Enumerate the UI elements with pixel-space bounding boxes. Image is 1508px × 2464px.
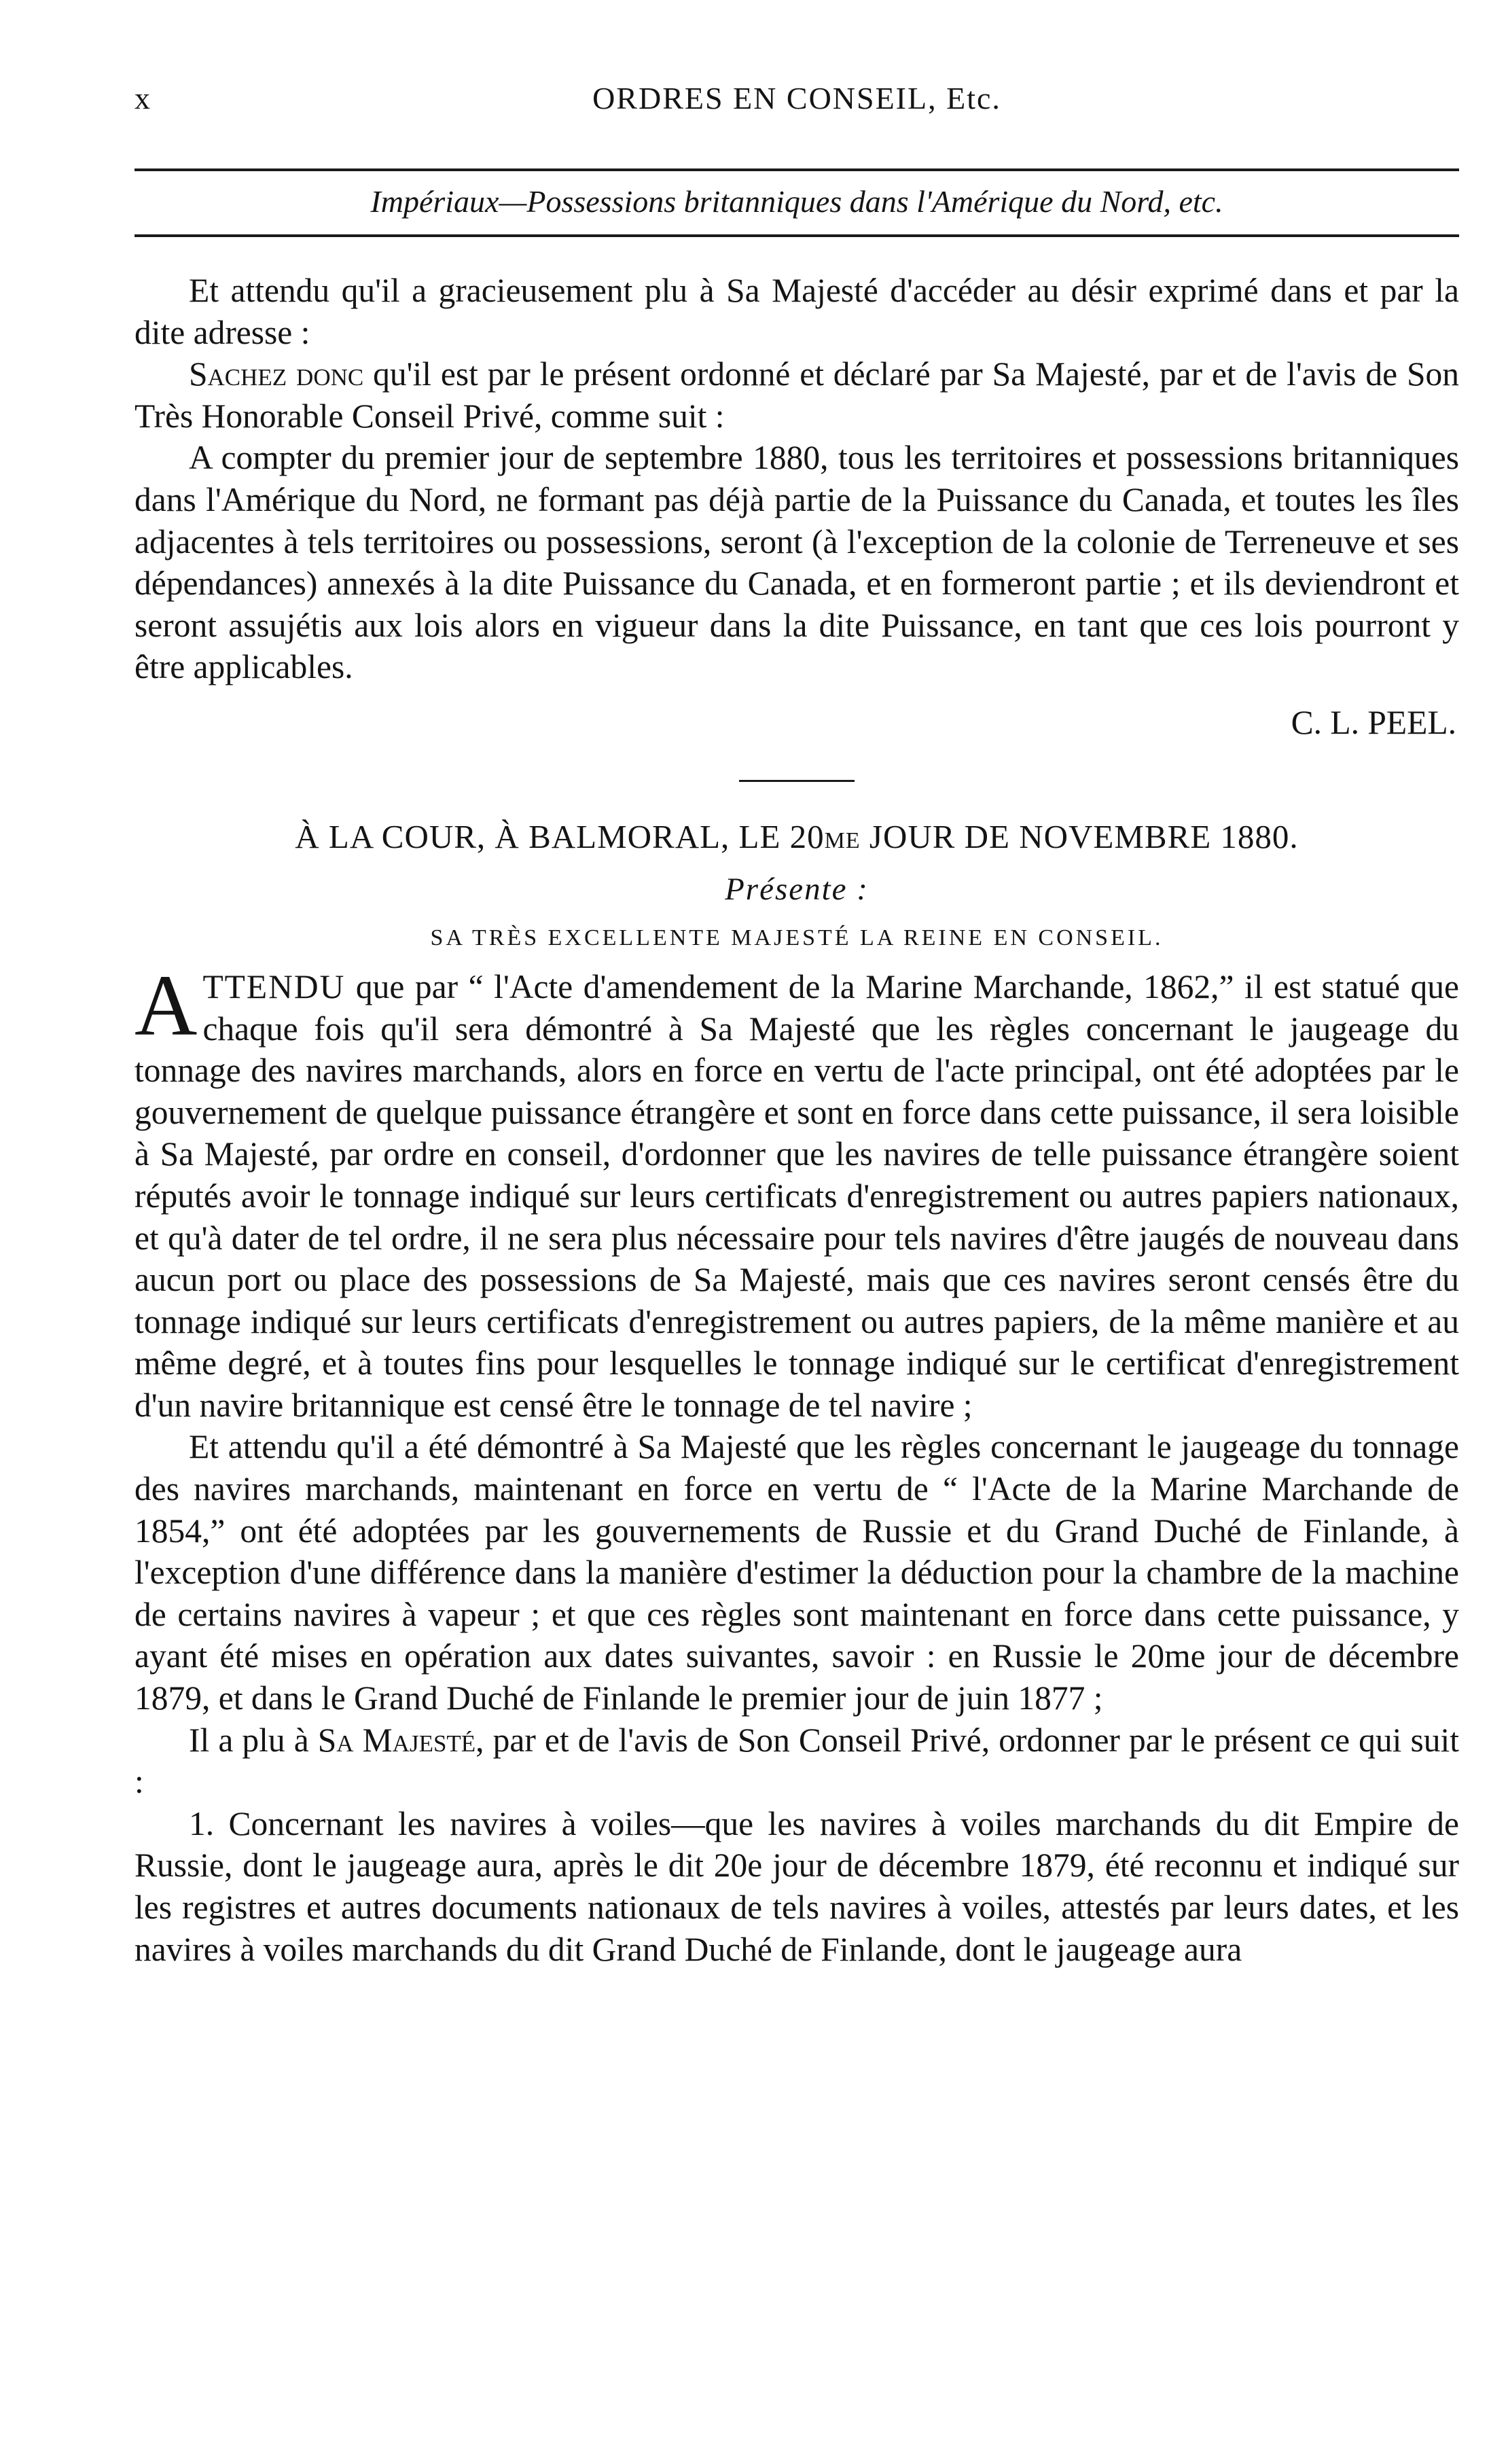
page-number: x bbox=[134, 81, 150, 115]
document-page bbox=[134, 0, 1459, 1970]
paragraph: Et attendu qu'il a été démontré à Sa Majesté que les règles concernant le jaugeage du tonnage des navires marchands, maintenant en force en vertu de “ l'Acte de la Marine Marchande de 1854,” ont été adoptées par les gouvernements de Russie et du Grand Duché de Finlande, à l'exception d'une différence dans la manière d'estimer la déduction pour la chambre de la machine de certains navires à vapeur ; et que ces règles sont maintenant en force dans cette puissance, y ayant été mises en opération aux dates suivantes, savoir : en Russie le 20me jour de décembre 1879, et dans le Grand Duché de Finlande le premier jour de juin 1877 ; bbox=[134, 1428, 1459, 1717]
section-separator bbox=[739, 780, 855, 782]
heading-text-end: JOUR DE NOVEMBRE 1880. bbox=[860, 817, 1299, 855]
order-text-continued bbox=[134, 270, 1459, 688]
heading-superscript: ME bbox=[824, 827, 861, 853]
paragraph bbox=[134, 1719, 1459, 1803]
subtitle-rule bbox=[134, 234, 1459, 237]
paragraph: 1. Concernant les navires à voiles—que les navires à voiles marchands du dit Empire de Russie, dont le jaugeage aura, après le dit 20e jour de décembre 1879, été reconnu et indiqué sur les registres et autres documents nationaux de tels navires à voiles, attestés par leurs dates, et les navires à voiles marchands du dit Grand Duché de Finlande, dont le jaugeage aura bbox=[134, 1804, 1459, 1968]
paragraph-text: , par et de l'avis de Son Conseil Privé, ordonner par le présent ce qui suit : bbox=[134, 1721, 1459, 1801]
running-title: ORDRES EN CONSEIL, Etc. bbox=[592, 81, 1001, 115]
section-subtitle: Impériaux—Possessions britanniques dans l'Amérique du Nord, etc. bbox=[370, 184, 1223, 219]
heading-text: À LA COUR, À BALMORAL, LE 20 bbox=[295, 817, 825, 855]
small-caps-text: Sa Majesté bbox=[317, 1721, 476, 1759]
paragraph-text: qu'il est par le présent ordonné et déclaré par Sa Majesté, par et de l'avis de Son Très Honorable Conseil Privé, comme suit : bbox=[134, 355, 1459, 435]
page-header bbox=[134, 80, 1459, 148]
court-heading bbox=[134, 817, 1459, 856]
presence-line: SA TRÈS EXCELLENTE MAJESTÉ LA REINE EN CONSEIL. bbox=[430, 925, 1164, 950]
header-rule bbox=[134, 168, 1459, 171]
paragraph-text: que par “ l'Acte d'amendement de la Marine Marchande, 1862,” il est statué que chaque fois qu'il sera démontré à Sa Majesté que les règles concernant le jaugeage du tonnage des navires marchands, alors en force en vertu de l'acte principal, ont été adoptées par le gouvernement de quelque puissance étrangère et sont en force dans cette puissance, il sera loisible à Sa Majesté, par ordre en conseil, d'ordonner que les navires de telle puissance étrangère soient réputés avoir le tonnage indiqué sur leurs certificats d'enregistrement ou autres papiers nationaux, et qu'à dater de tel ordre, il ne sera plus nécessaire pour tels navires d'être jaugés de nouveau dans aucun port ou place des possessions de Sa Majesté, mais que ces navires seront censés être du tonnage indiqué sur leurs certificats d'enregistrement ou autres papiers, de la même manière et au même degré, et à toutes fins pour lesquelles le tonnage indiqué sur le certificat d'enregistrement d'un navire britannique est censé être le tonnage de tel navire ; bbox=[134, 967, 1459, 1424]
first-word: TTENDU bbox=[202, 967, 346, 1005]
drop-cap: A bbox=[134, 957, 198, 1054]
paragraph bbox=[134, 957, 1459, 1427]
paragraph-text: Il a plu à bbox=[189, 1721, 318, 1759]
order-text bbox=[134, 957, 1459, 1970]
paragraph bbox=[134, 353, 1459, 437]
small-caps-lead: Sachez donc bbox=[189, 355, 364, 393]
paragraph: A compter du premier jour de septembre 1880, tous les territoires et possessions britanniques dans l'Amérique du Nord, ne formant pas déjà partie de la Puissance du Canada, et toutes les îles adjacentes à tels territoires ou possessions, seront (à l'exception de la colonie de Terreneuve et ses dépendances) annexés à la dite Puissance du Canada, et en formeront partie ; et ils deviendront et seront assujétis aux lois alors en vigueur dans la dite Puissance, en tant que ces lois pourront y être applicables. bbox=[134, 439, 1459, 686]
signature: C. L. PEEL. bbox=[1291, 703, 1456, 741]
presente-label: Présente : bbox=[725, 871, 869, 907]
paragraph: Et attendu qu'il a gracieusement plu à Sa Majesté d'accéder au désir exprimé dans et par la dite adresse : bbox=[134, 272, 1459, 351]
